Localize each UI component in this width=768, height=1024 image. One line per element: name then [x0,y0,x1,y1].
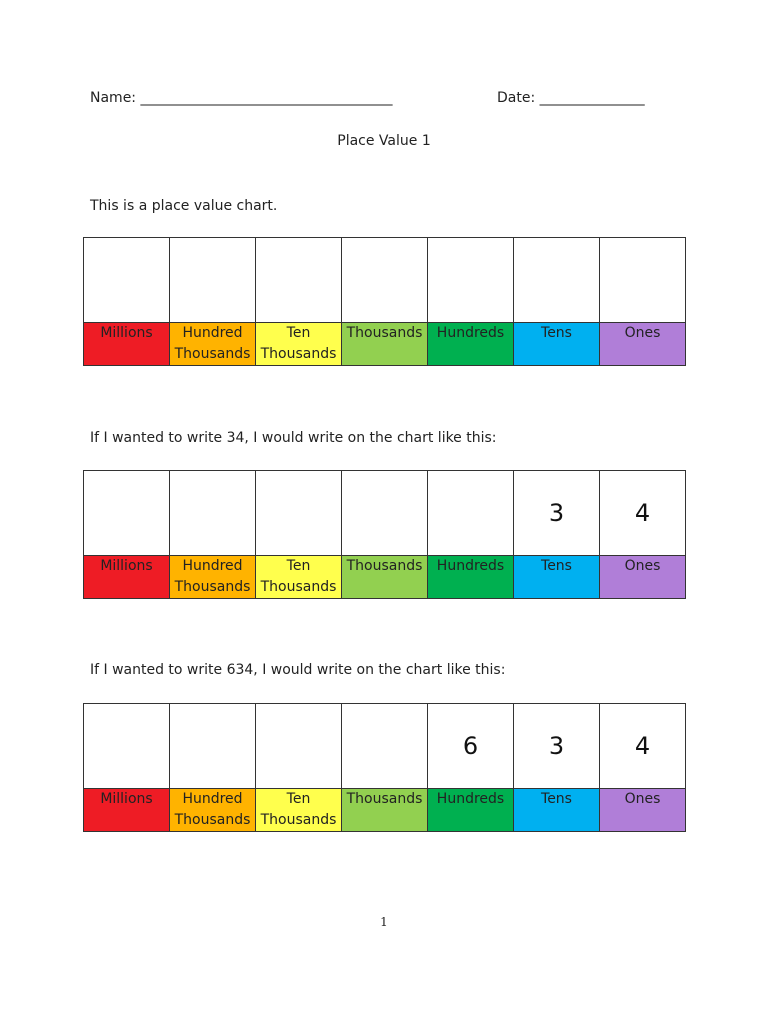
digit-row [84,704,686,789]
place-value-chart-3 [83,703,686,832]
label-text: Millions [100,325,153,341]
digit-cell-ten-thousands [256,704,342,789]
digit-cell-thousands [342,238,428,323]
label-text: Tens [541,558,572,574]
place-value-chart-1 [83,237,686,366]
label-hundred-thousands [170,323,256,366]
section-caption-2: If I wanted to write 34, I would write on the chart like this: [90,430,497,446]
label-hundreds [428,789,514,832]
name-line: Name: ____________________________________ [90,90,393,106]
label-text: Thousands [174,812,251,828]
page-title: Place Value 1 [337,133,431,149]
label-text: Tens [541,325,572,341]
label-ones [600,323,686,366]
digit-cell-hundreds [428,471,514,556]
label-text: Hundred [182,558,243,574]
digit-cell-ones: 4 [600,471,686,556]
digit-cell-tens: 3 [514,704,600,789]
digit-cell-thousands [342,704,428,789]
label-text: Thousands [260,812,337,828]
label-tens [514,323,600,366]
label-ten-thousands [256,789,342,832]
label-millions [84,323,170,366]
label-text: Ones [624,558,661,574]
label-hundreds [428,556,514,599]
digit-row [84,238,686,323]
label-text: Thousands [346,325,423,341]
label-row [84,323,686,366]
label-thousands [342,323,428,366]
digit-cell-hundreds [428,238,514,323]
digit-cell-ones [600,238,686,323]
digit-cell-ones: 4 [600,704,686,789]
label-text: Ones [624,791,661,807]
digit-cell-millions [84,238,170,323]
label-text: Hundred [182,325,243,341]
label-text: Thousands [260,579,337,595]
label-hundred-thousands [170,556,256,599]
label-text: Millions [100,558,153,574]
label-ones [600,556,686,599]
digit-cell-hundred-thousands [170,238,256,323]
label-tens [514,789,600,832]
label-tens [514,556,600,599]
label-row [84,789,686,832]
label-text: Ones [624,325,661,341]
digit-cell-hundred-thousands [170,704,256,789]
digit-cell-tens [514,238,600,323]
label-millions [84,789,170,832]
label-text: Ten [286,791,311,807]
digit-cell-thousands [342,471,428,556]
digit-cell-millions [84,471,170,556]
place-value-chart-2 [83,470,686,599]
label-text: Millions [100,791,153,807]
label-text: Hundreds [436,325,505,341]
label-text: Tens [541,791,572,807]
label-ten-thousands [256,556,342,599]
label-thousands [342,789,428,832]
label-text: Ten [286,325,311,341]
label-text: Thousands [346,558,423,574]
date-line: Date: _______________ [497,90,645,106]
label-hundred-thousands [170,789,256,832]
digit-cell-hundred-thousands [170,471,256,556]
digit-cell-ten-thousands [256,238,342,323]
digit-cell-hundreds: 6 [428,704,514,789]
label-text: Hundreds [436,558,505,574]
digit-cell-millions [84,704,170,789]
digit-row [84,471,686,556]
label-hundreds [428,323,514,366]
label-text: Ten [286,558,311,574]
label-text: Thousands [260,346,337,362]
label-millions [84,556,170,599]
label-row [84,556,686,599]
label-text: Hundreds [436,791,505,807]
label-ten-thousands [256,323,342,366]
label-text: Thousands [346,791,423,807]
page-number: 1 [380,915,388,929]
section-caption-3: If I wanted to write 634, I would write on the chart like this: [90,662,506,678]
digit-cell-tens: 3 [514,471,600,556]
label-thousands [342,556,428,599]
label-text: Hundred [182,791,243,807]
label-ones [600,789,686,832]
label-text: Thousands [174,346,251,362]
section-caption-1: This is a place value chart. [90,198,278,214]
label-text: Thousands [174,579,251,595]
digit-cell-ten-thousands [256,471,342,556]
